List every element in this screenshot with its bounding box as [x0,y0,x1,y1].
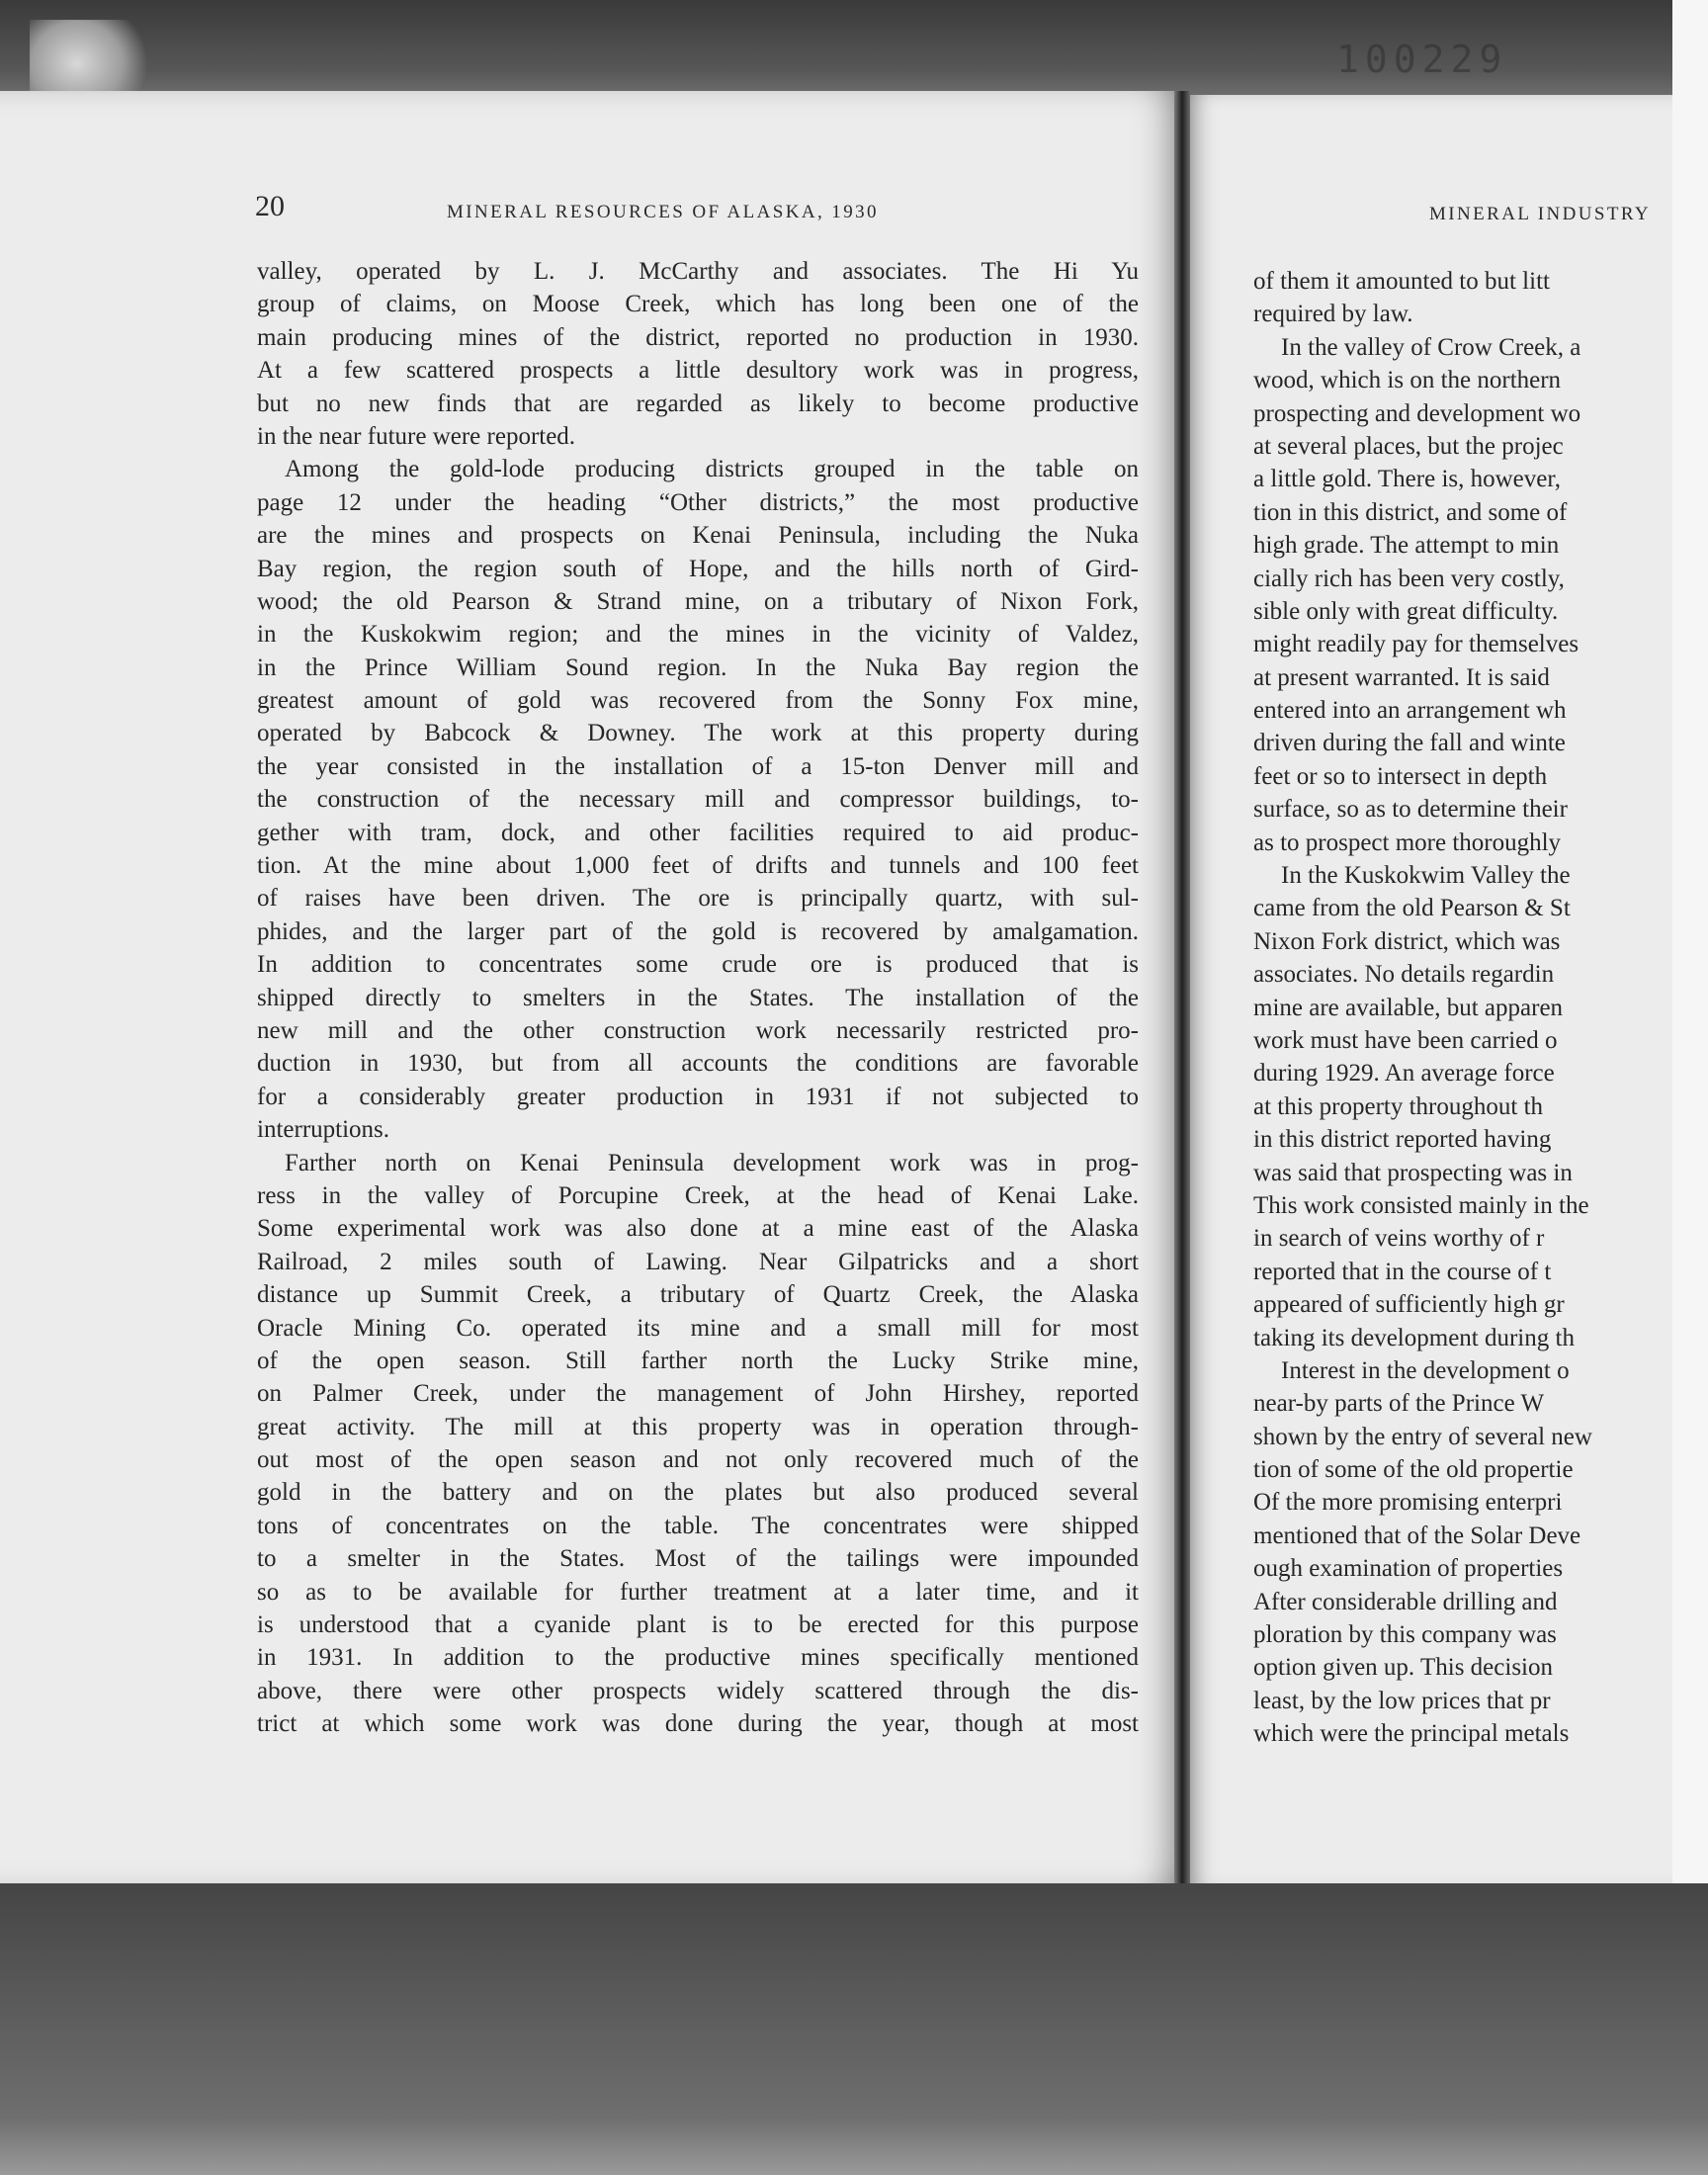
text-line: was said that prospecting was in [1253,1159,1573,1186]
text-line: are the mines and prospects on Kenai Peninsula, including the Nuka [257,522,1139,550]
text-line: taking its development during th [1253,1324,1575,1351]
text-line: of raises have been driven. The ore is principally quartz, with sul- [257,885,1139,913]
text-line: reported that in the course of t [1253,1258,1552,1285]
text-line: ress in the valley of Porcupine Creek, at the head of Kenai Lake. [257,1181,1139,1209]
text-line: duction in 1930, but from all accounts the conditions are favorable [257,1050,1139,1078]
text-line: surface, so as to determine their [1253,796,1568,824]
text-line: in the Prince William Sound region. In the Nuka Bay region the [257,653,1139,681]
text-line: for a considerably greater production in 1931 if not subjected to [257,1083,1139,1110]
text-line: Bay region, the region south of Hope, and the hills north of Gird- [257,555,1139,582]
text-line: in search of veins worthy of r [1253,1225,1545,1253]
text-line: at this property throughout th [1253,1092,1544,1120]
text-line: the year consisted in the installation of a 15-ton Denver mill and [257,752,1139,780]
text-line: came from the old Pearson & St [1253,895,1571,922]
text-line: At a few scattered prospects a little desultory work was in progress, [257,357,1139,385]
text-line: valley, operated by L. J. McCarthy and associates. The Hi Yu [257,258,1139,285]
text-line: trict at which some work was done during the year, though at most [257,1710,1139,1738]
text-line: at several places, but the projec [1253,432,1564,460]
text-line: to a smelter in the States. Most of the tailings were impounded [257,1545,1139,1573]
text-line: main producing mines of the district, reported no production in 1930. [257,323,1139,351]
text-line: the construction of the necessary mill and compressor buildings, to- [257,786,1139,814]
text-line: gold in the battery and on the plates but also produced several [257,1479,1139,1507]
text-line: is understood that a cyanide plant is to be erected for this purpose [257,1611,1139,1639]
text-line: a little gold. There is, however, [1253,466,1561,493]
text-line: in the Kuskokwim region; and the mines in the vicinity of Valdez, [257,621,1139,649]
text-line: of them it amounted to but litt [1253,268,1550,295]
text-line: least, by the low prices that pr [1253,1687,1551,1714]
text-line: so as to be available for further treatment at a later time, and it [257,1578,1139,1606]
right-page-body [1253,265,1678,1751]
text-line: operated by Babcock & Downey. The work at this property during [257,720,1139,747]
text-line: as to prospect more thoroughly [1253,828,1562,856]
text-line: After considerable drilling and [1253,1588,1558,1615]
text-line: shown by the entry of several new [1253,1423,1592,1450]
text-line: appeared of sufficiently high gr [1253,1291,1565,1319]
left-page-header [255,190,1141,229]
book-gutter [1174,91,1190,1892]
serial-stamp: 100229 [1336,38,1508,81]
text-line: out most of the open season and not only recovered much of the [257,1446,1139,1474]
text-line: In the valley of Crow Creek, a [1281,333,1581,361]
text-line: feet or so to intersect in depth [1253,762,1548,790]
text-line: work must have been carried o [1253,1026,1558,1054]
text-line: Some experimental work was also done at a mine east of the Alaska [257,1215,1139,1243]
text-line: which were the principal metals [1253,1720,1570,1748]
text-line: tion of some of the old propertie [1253,1456,1574,1484]
text-line: tion in this district, and some of [1253,498,1568,526]
text-line: distance up Summit Creek, a tributary of Quartz Creek, the Alaska [257,1281,1139,1309]
text-line: cially rich has been very costly, [1253,565,1565,592]
text-line: In addition to concentrates some crude ore is produced that is [257,951,1139,979]
text-line: greatest amount of gold was recovered from the Sonny Fox mine, [257,687,1139,715]
text-line: tion. At the mine about 1,000 feet of drifts and tunnels and 100 feet [257,852,1139,880]
text-line: mine are available, but apparen [1253,994,1564,1021]
text-line: new mill and the other construction work necessarily restricted pro- [257,1016,1139,1044]
text-line: high grade. The attempt to min [1253,532,1560,560]
text-line: great activity. The mill at this property was in operation through- [257,1413,1139,1440]
text-line: ough examination of properties [1253,1555,1564,1583]
text-line: on Palmer Creek, under the management of John Hirshey, reported [257,1380,1139,1408]
text-line: sible only with great difficulty. [1253,597,1559,625]
text-line: during 1929. An average force [1253,1060,1555,1088]
text-line: near-by parts of the Prince W [1253,1390,1545,1418]
text-line: wood; the old Pearson & Strand mine, on a tributary of Nixon Fork, [257,587,1139,615]
text-line: mentioned that of the Solar Deve [1253,1522,1581,1549]
text-line: In the Kuskokwim Valley the [1281,862,1571,890]
text-line: might readily pay for themselves [1253,631,1580,658]
text-line: driven during the fall and winte [1253,730,1566,757]
text-line: option given up. This decision [1253,1654,1553,1682]
text-line: group of claims, on Moose Creek, which has long been one of the [257,291,1139,318]
text-line: gether with tram, dock, and other facilities required to aid produc- [257,819,1139,846]
page-number: 20 [255,190,285,222]
text-line: phides, and the larger part of the gold is recovered by amalgamation. [257,917,1139,945]
scan-border-bottom [0,1883,1708,2175]
text-line: but no new finds that are regarded as likely to become productive [257,390,1139,417]
text-line: Farther north on Kenai Peninsula development work was in prog- [285,1149,1139,1176]
text-line: in the near future were reported. [257,422,576,450]
text-line: required by law. [1253,301,1413,328]
text-line: Of the more promising enterpri [1253,1489,1563,1517]
text-line: page 12 under the heading “Other districts,” the most productive [257,488,1139,516]
text-line: Oracle Mining Co. operated its mine and a small mill for most [257,1314,1139,1342]
text-line: ploration by this company was [1253,1621,1557,1649]
text-line: wood, which is on the northern [1253,367,1562,394]
text-line: above, there were other prospects widely scattered through the dis- [257,1677,1139,1704]
text-line: prospecting and development wo [1253,399,1581,427]
text-line: Among the gold-lode producing districts grouped in the table on [285,456,1139,483]
text-line: shipped directly to smelters in the States. The installation of the [257,984,1139,1011]
text-line: in 1931. In addition to the productive mines specifically mentioned [257,1644,1139,1672]
text-line: interruptions. [257,1116,390,1144]
text-line: Railroad, 2 miles south of Lawing. Near Gilpatricks and a short [257,1248,1139,1275]
text-line: at present warranted. It is said [1253,663,1550,691]
text-line: of the open season. Still farther north the Lucky Strike mine, [257,1347,1139,1374]
text-line: Interest in the development o [1281,1356,1570,1384]
text-line: tons of concentrates on the table. The concentrates were shipped [257,1512,1139,1539]
text-line: associates. No details regardin [1253,961,1555,989]
text-line: This work consisted mainly in the [1253,1191,1589,1219]
left-page-body [257,255,1139,1741]
right-page-running-head: MINERAL INDUSTRY [1429,204,1652,224]
text-line: Nixon Fork district, which was [1253,927,1561,955]
text-line: entered into an arrangement wh [1253,697,1567,725]
text-line: in this district reported having [1253,1126,1552,1154]
running-head: MINERAL RESOURCES OF ALASKA, 1930 [447,202,879,222]
